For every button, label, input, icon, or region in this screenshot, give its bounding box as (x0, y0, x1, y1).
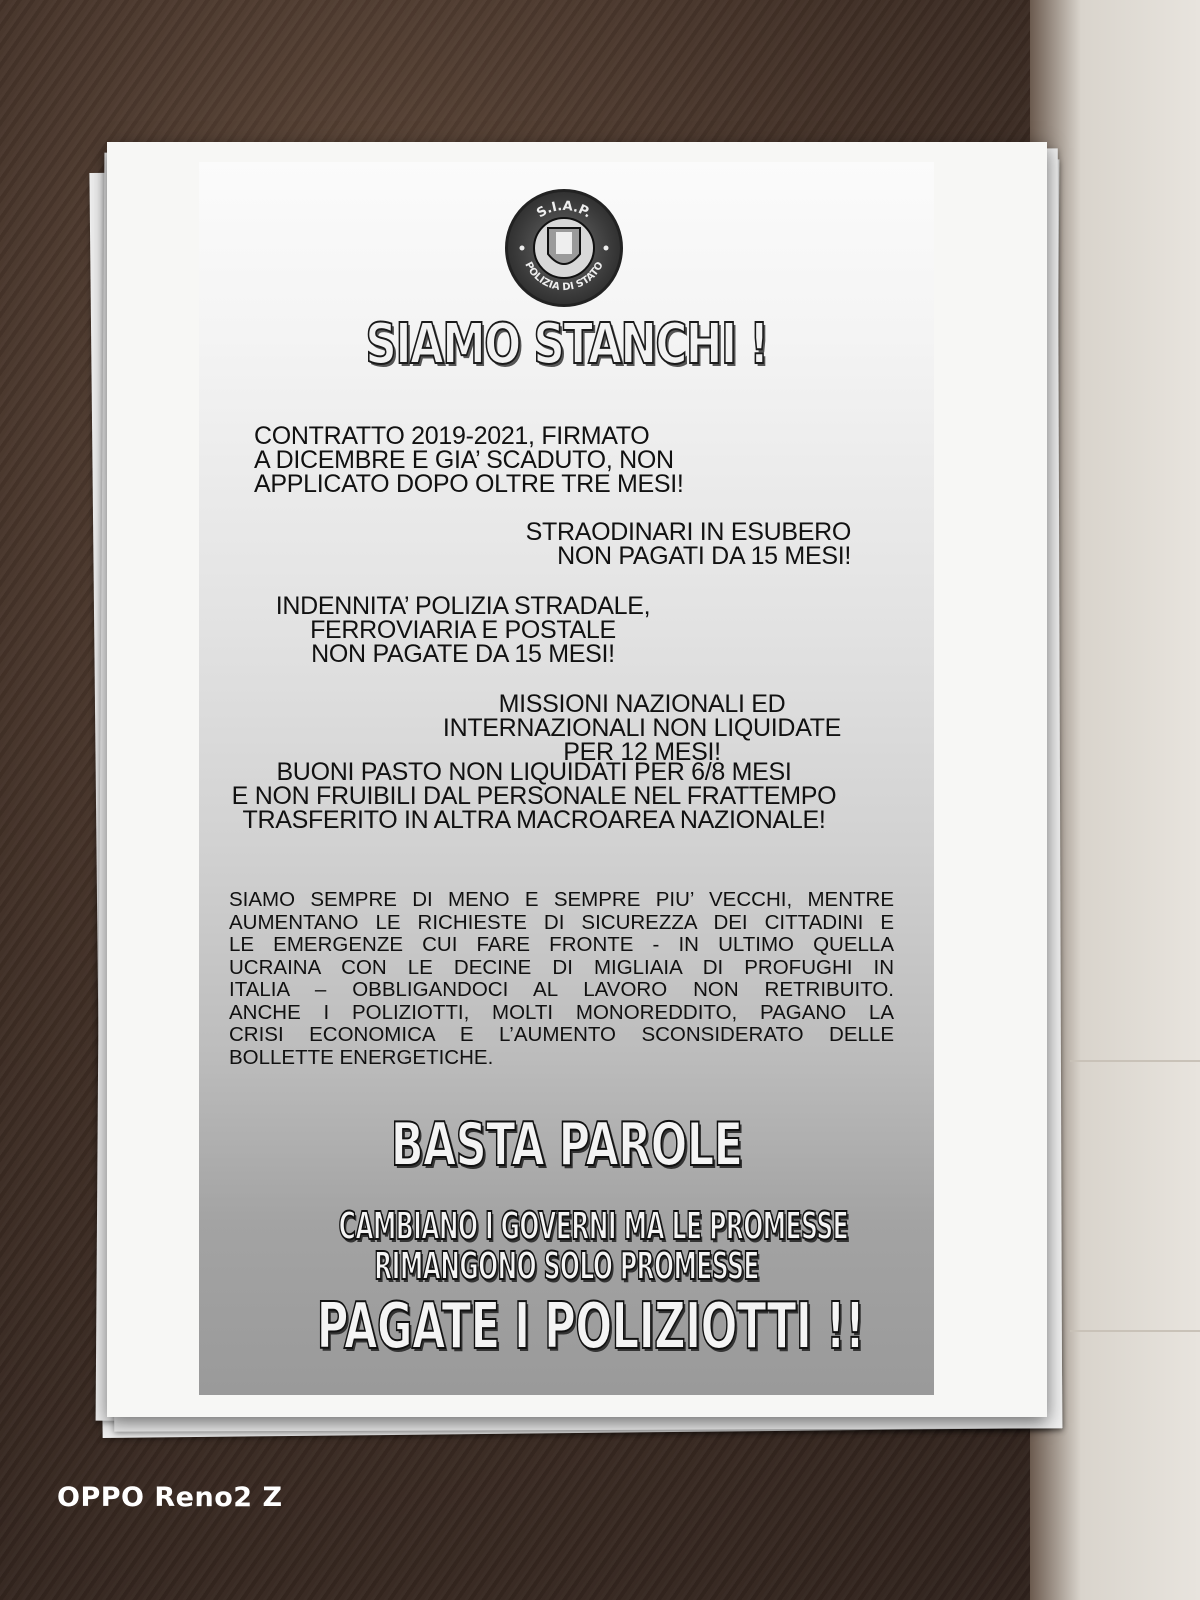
item-line: MISSIONI NAZIONALI ED (498, 690, 786, 718)
paragraph-line: LE EMERGENZE CUI FARE FRONTE - IN ULTIMO QUELLA (229, 933, 894, 956)
final-slogan: PAGATE I POLIZIOTTI !! (316, 1290, 865, 1364)
item-line: NON PAGATE DA 15 MESI! (311, 640, 615, 668)
seal-top-text: S.I.A.P. (534, 198, 595, 222)
paragraph-line: AUMENTANO LE RICHIESTE DI SICUREZZA DEI CITTADINI E (229, 910, 894, 934)
item-meal-vouchers (224, 760, 844, 832)
flyer-title: SIAMO STANCHI ! (365, 312, 768, 377)
item-line: BUONI PASTO NON LIQUIDATI PER 6/8 MESI (276, 758, 792, 786)
item-indemnity (253, 594, 673, 666)
flyer-sheet (107, 142, 1047, 1417)
item-line: A DICEMBRE E GIA’ SCADUTO, NON (254, 446, 674, 474)
camera-watermark: OPPO Reno2 Z (57, 1482, 283, 1513)
paragraph-line: UCRAINA CON LE DECINE DI MIGLIAIA DI PROFUGHI IN (229, 955, 894, 979)
flyer-printed-area (199, 162, 934, 1395)
item-line: TRASFERITO IN ALTRA MACROAREA NAZIONALE! (242, 806, 826, 834)
item-line: NON PAGATI DA 15 MESI! (557, 542, 851, 570)
paragraph-line: BOLLETTE ENERGETICHE. (229, 1045, 494, 1069)
item-line: FERROVIARIA E POSTALE (310, 616, 616, 644)
item-line: E NON FRUIBILI DAL PERSONALE NEL FRATTEMPO (231, 782, 837, 810)
item-contract (254, 424, 684, 496)
item-overtime (499, 520, 851, 568)
seal-bottom-text: POLIZIA DI STATO (522, 260, 606, 294)
item-line: INDENNITA’ POLIZIA STRADALE, (275, 592, 651, 620)
siap-police-seal-icon (505, 189, 623, 307)
item-missions (417, 692, 867, 764)
paragraph-line: ITALIA – OBBLIGANDOCI AL LAVORO NON RETRIBUITO. (229, 978, 894, 1001)
item-line: STRAODINARI IN ESUBERO (525, 518, 851, 546)
paragraph-line: CRISI ECONOMICA E L’AUMENTO SCONSIDERATO DELLE (229, 1023, 894, 1046)
paragraph-line: ANCHE I POLIZIOTTI, MOLTI MONOREDDITO, PAGANO LA (229, 1000, 894, 1024)
item-line: PER 12 MESI! (563, 738, 721, 766)
item-line: CONTRATTO 2019-2021, FIRMATO (254, 422, 650, 450)
item-line: APPLICATO DOPO OLTRE TRE MESI! (254, 470, 684, 498)
slogan-basta-parole: BASTA PAROLE (390, 1110, 743, 1180)
item-line: INTERNAZIONALI NON LIQUIDATE (442, 714, 842, 742)
subslogan-line: CAMBIANO I GOVERNI MA LE PROMESSE (338, 1204, 849, 1248)
flyer-paragraph (229, 889, 894, 1069)
subslogan-line: RIMANGONO SOLO PROMESSE (374, 1244, 759, 1288)
paragraph-line: SIAMO SEMPRE DI MENO E SEMPRE PIU’ VECCHI, MENTRE (229, 888, 894, 911)
